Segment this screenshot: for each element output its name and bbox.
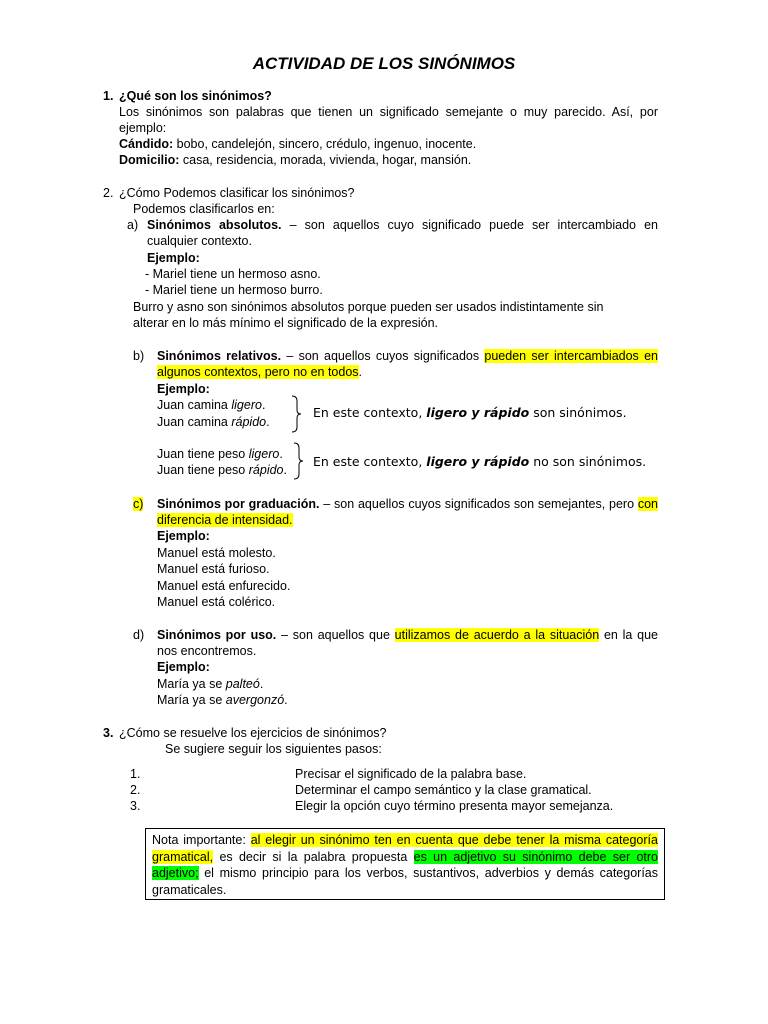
item-a-example-2: - Mariel tiene un hermoso burro. <box>145 283 323 297</box>
item-d-text: – son aquellos que <box>276 628 395 642</box>
item-a-example-label: Ejemplo: <box>147 251 200 265</box>
item-d-label: Sinónimos por uso. <box>157 628 277 642</box>
note-middle-text: es decir si la palabra propuesta <box>213 849 414 864</box>
item-c-highlight-1: con <box>637 497 658 511</box>
item-c-highlight-2: diferencia de intensidad. <box>157 513 293 527</box>
example-keyword: ligero <box>248 447 280 461</box>
example-keyword: ligero <box>231 398 262 412</box>
side-note-suffix: no son sinónimos. <box>529 454 647 469</box>
item-c-example-1: Manuel está molesto. <box>157 546 276 560</box>
item-d-line1 <box>157 627 658 643</box>
step-1-number: 1. <box>130 767 141 781</box>
item-b-example-4 <box>157 462 287 478</box>
section-1-number: 1. <box>103 89 114 103</box>
example-dot: . <box>259 677 264 691</box>
example-dot: . <box>266 415 270 429</box>
item-b-example-1 <box>157 397 265 413</box>
item-c-marker-text: c) <box>133 497 144 511</box>
section-1-definition-line2: ejemplo: <box>119 121 167 135</box>
example-dot: . <box>261 398 266 412</box>
item-b-example-label: Ejemplo: <box>157 382 210 396</box>
section-1-example-candido <box>119 136 476 152</box>
item-d-highlight: utilizamos de acuerdo a la situación <box>394 628 600 642</box>
item-a-explanation-line1: Burro y asno son sinónimos absolutos porque pueden ser usados indistintamente sin <box>133 300 604 314</box>
item-a-line2: cualquier contexto. <box>147 234 252 248</box>
item-d-marker: d) <box>133 628 145 642</box>
item-d-line2: nos encontremos. <box>157 644 257 658</box>
example-word: Domicilio: <box>119 153 180 167</box>
example-synonyms: bobo, candelejón, sincero, crédulo, ingenuo, inocente. <box>173 137 477 151</box>
example-dot: . <box>284 693 288 707</box>
item-b-highlight-2: algunos contextos, pero no en todos <box>157 365 359 379</box>
example-keyword: rápido <box>248 463 284 477</box>
example-keyword: avergonzó <box>225 693 285 707</box>
section-1-definition-line1: Los sinónimos son palabras que tienen un significado semejante o muy parecido. Así, por <box>119 105 658 119</box>
example-prefix: Juan camina <box>157 398 232 412</box>
section-3-number: 3. <box>103 726 114 740</box>
item-b-example-3 <box>157 446 283 462</box>
item-b-example-2 <box>157 414 270 430</box>
section-2-number: 2. <box>103 186 114 200</box>
section-3-intro: Se sugiere seguir los siguientes pasos: <box>165 742 382 756</box>
item-c-text: – son aquellos cuyos significados son semejantes, pero <box>319 497 638 511</box>
example-keyword: palteó <box>225 677 260 691</box>
example-synonyms: casa, residencia, morada, vivienda, hogar, mansión. <box>179 153 472 167</box>
item-b-line1 <box>157 348 658 364</box>
item-a-marker: a) <box>127 218 139 232</box>
document-title: ACTIVIDAD DE LOS SINÓNIMOS <box>252 54 516 73</box>
item-b-side-note-1 <box>313 405 627 421</box>
section-1-heading: ¿Qué son los sinónimos? <box>119 89 272 103</box>
item-a-label: Sinónimos absolutos. <box>147 218 282 232</box>
example-prefix: Juan tiene peso <box>157 463 249 477</box>
brace-icon <box>292 442 306 480</box>
example-prefix: María ya se <box>157 693 226 707</box>
step-2-text: Determinar el campo semántico y la clase gramatical. <box>295 783 592 797</box>
item-d-example-label: Ejemplo: <box>157 660 210 674</box>
note-highlight-yellow: al elegir un sinónimo ten en cuenta que debe tener la misma categoría gramatical, <box>152 833 658 864</box>
item-a-text: – son aquellos cuyo significado puede ser intercambiado en <box>281 218 659 232</box>
item-b-line2-end: . <box>358 365 363 379</box>
note-end-text: el mismo principio para los verbos, sustantivos, adverbios y demás categorías gramaticales. <box>152 866 658 897</box>
side-note-suffix: son sinónimos. <box>529 405 627 420</box>
item-b-side-note-2 <box>313 454 646 470</box>
item-a-explanation-line2: alterar en lo más mínimo el significado de la expresión. <box>133 316 439 330</box>
item-c-example-3: Manuel está enfurecido. <box>157 579 291 593</box>
side-note-prefix: En este contexto, <box>313 454 427 469</box>
example-dot: . <box>283 463 287 477</box>
section-2-heading: ¿Cómo Podemos clasificar los sinónimos? <box>119 186 355 200</box>
example-prefix: María ya se <box>157 677 226 691</box>
item-c-example-label: Ejemplo: <box>157 529 210 543</box>
item-d-example-2 <box>157 692 288 708</box>
step-3-text: Elegir la opción cuyo término presenta mayor semejanza. <box>295 799 614 813</box>
item-c-example-4: Manuel está colérico. <box>157 595 276 609</box>
item-b-label: Sinónimos relativos. <box>157 349 282 363</box>
example-prefix: Juan camina <box>157 415 232 429</box>
item-c-example-2: Manuel está furioso. <box>157 562 270 576</box>
item-c-label: Sinónimos por graduación. <box>157 497 320 511</box>
step-3-number: 3. <box>130 799 141 813</box>
item-b-marker: b) <box>133 349 145 363</box>
side-note-prefix: En este contexto, <box>313 405 427 420</box>
item-b-text: – son aquellos cuyos significados <box>281 349 485 363</box>
example-dot: . <box>279 447 283 461</box>
section-1-example-domicilio <box>119 152 471 168</box>
section-2-intro: Podemos clasificarlos en: <box>133 202 275 216</box>
item-c-marker <box>133 496 143 512</box>
step-2-number: 2. <box>130 783 141 797</box>
example-prefix: Juan tiene peso <box>157 447 249 461</box>
brace-icon <box>290 395 304 433</box>
item-b-highlight-1: pueden ser intercambiados en <box>484 349 658 363</box>
item-a-example-1: - Mariel tiene un hermoso asno. <box>145 267 321 281</box>
item-d-example-1 <box>157 676 263 692</box>
example-keyword: rápido <box>231 415 267 429</box>
note-highlight-green: es un adjetivo su sinónimo debe ser otro adjetivo; <box>152 849 658 880</box>
item-c-line1 <box>157 496 658 512</box>
item-b-line2 <box>157 364 362 380</box>
side-note-emphasis: ligero y rápido <box>426 454 530 469</box>
item-c-line2 <box>157 512 293 528</box>
example-word: Cándido: <box>119 137 174 151</box>
side-note-emphasis: ligero y rápido <box>426 405 530 420</box>
important-note-text <box>152 832 658 898</box>
important-note-box <box>145 828 665 900</box>
section-3-heading: ¿Cómo se resuelve los ejercicios de sinónimos? <box>119 726 387 740</box>
step-1-text: Precisar el significado de la palabra base. <box>295 767 527 781</box>
item-d-text-end: en la que <box>599 628 659 642</box>
note-label: Nota importante: <box>152 833 246 847</box>
item-a-line1 <box>147 217 658 233</box>
